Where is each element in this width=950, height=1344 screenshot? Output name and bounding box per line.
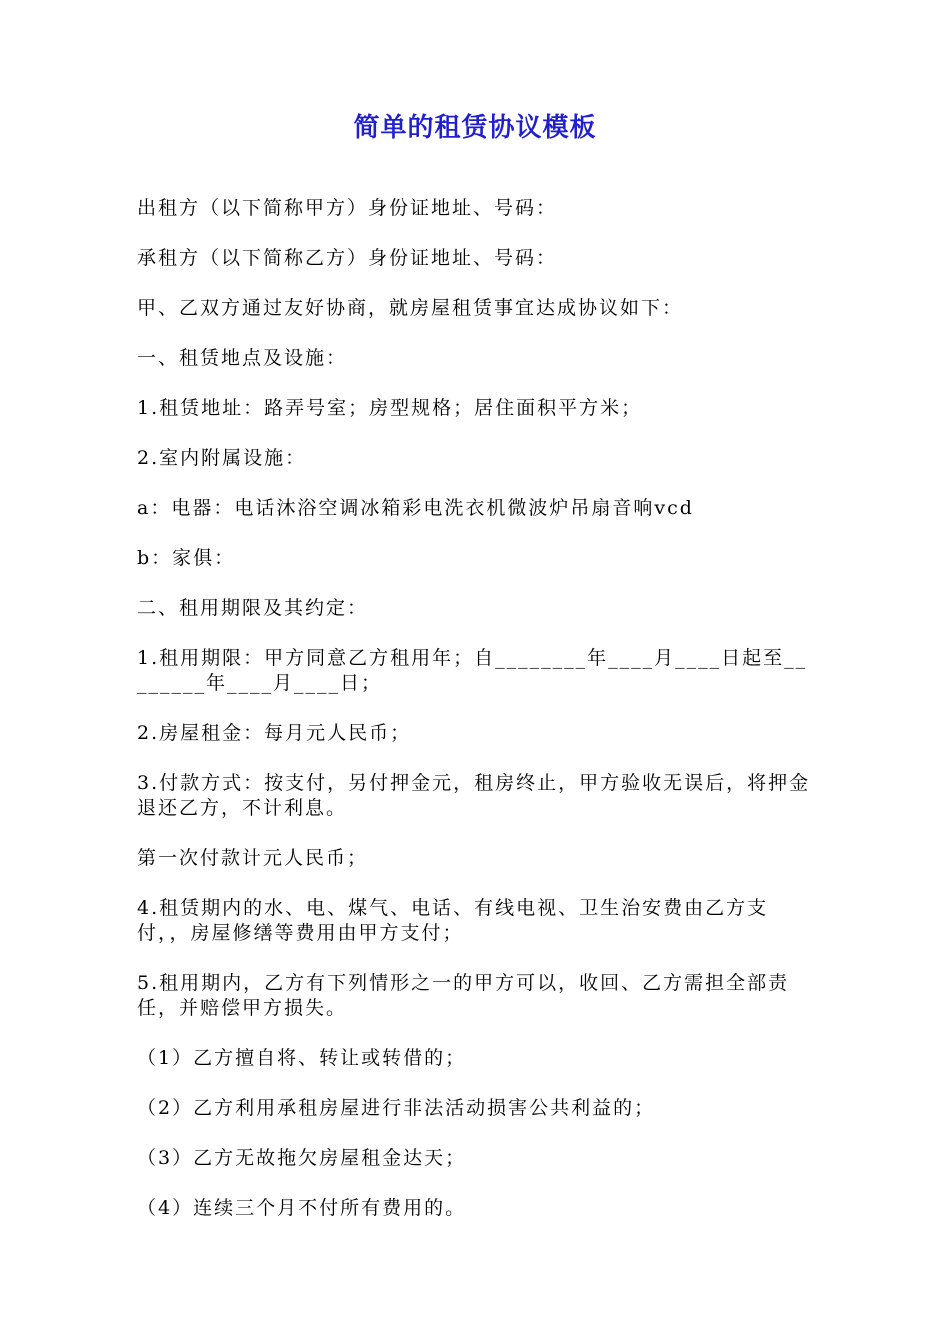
list-item-2: （2）乙方利用承租房屋进行非法活动损害公共利益的； <box>137 1097 656 1119</box>
list-item-4: （4）连续三个月不付所有费用的。 <box>137 1197 467 1219</box>
paragraph-utilities: 4.租赁期内的水、电、煤气、电话、有线电视、卫生治安费由乙方支付，，房屋修缮等费用由甲方支付； <box>137 897 769 944</box>
paragraph-term: 1.租用期限：甲方同意乙方租用年；自________年____月____日起至________年____月____日； <box>137 647 808 694</box>
section-heading-location: 一、租赁地点及设施： <box>137 347 348 369</box>
document-body <box>137 196 817 1246</box>
paragraph-address: 1.租赁地址：路弄号室；房型规格；居住面积平方米； <box>137 397 643 419</box>
paragraph-payment: 3.付款方式：按支付，另付押金元，租房终止，甲方验收无误后，将押金退还乙方，不计利息。 <box>137 772 811 819</box>
paragraph-first-payment: 第一次付款计元人民币； <box>137 847 369 869</box>
paragraph-lessee: 承租方（以下简称乙方）身份证地址、号码： <box>137 247 558 269</box>
list-item-3: （3）乙方无故拖欠房屋租金达天； <box>137 1147 467 1169</box>
document-title: 简单的租赁协议模板 <box>353 113 597 143</box>
paragraph-furniture: b：家俱： <box>137 547 236 569</box>
paragraph-intro: 甲、乙双方通过友好协商，就房屋租赁事宜达成协议如下： <box>137 297 684 319</box>
paragraph-lessor: 出租方（以下简称甲方）身份证地址、号码： <box>137 197 558 219</box>
paragraph-breach: 5.租用期内，乙方有下列情形之一的甲方可以，收回、乙方需担全部责任，并赔偿甲方损失。 <box>137 972 790 1019</box>
list-item-1: （1）乙方擅自将、转让或转借的； <box>137 1047 467 1069</box>
paragraph-facilities: 2.室内附属设施： <box>137 447 307 469</box>
section-heading-term: 二、租用期限及其约定： <box>137 597 369 619</box>
paragraph-rent: 2.房屋租金：每月元人民币； <box>137 722 412 744</box>
paragraph-appliances: a：电器：电话沐浴空调冰箱彩电洗衣机微波炉吊扇音响vcd <box>137 497 694 519</box>
